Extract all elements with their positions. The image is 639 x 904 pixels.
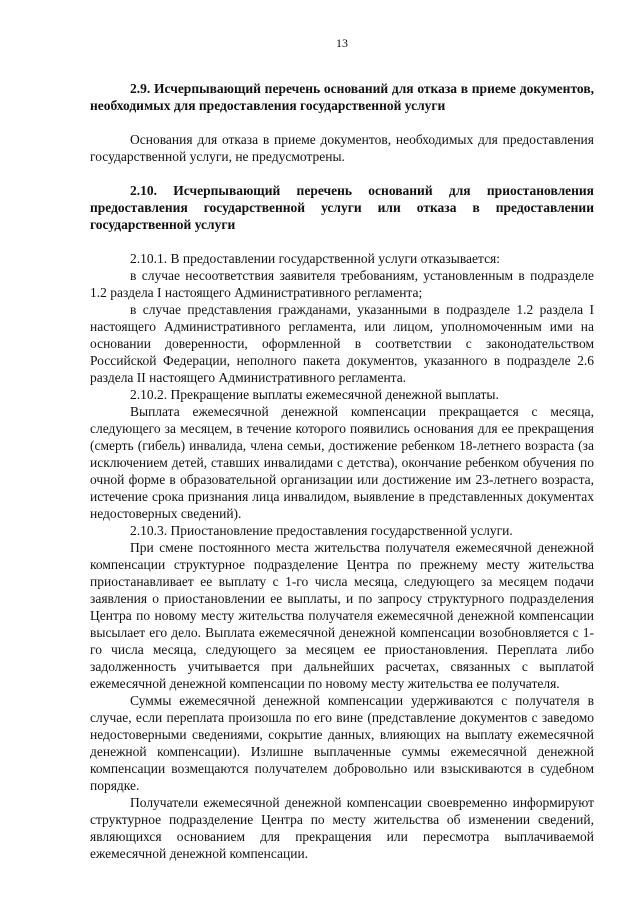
section-2-10-heading: 2.10. Исчерпывающий перечень оснований для приостановления предоставления государственной услуги или отказа в предоставлении государственной услуги [90, 183, 594, 232]
section-2-10-3-body-3: Получатели ежемесячной денежной компенсации своевременно информируют структурное подразделение Центра по месту жительства об изменении сведений, являющихся основанием для прекращения или пересмотра выплачиваемой ежемесячной денежной компенсации. [90, 795, 594, 861]
section-2-10-1-item-1: в случае несоответствия заявителя требованиям, установленным в подразделе 1.2 раздела I настоящего Административного регламента; [90, 268, 594, 300]
section-2-10-1-paragraph: 2.10.1. В предоставлении государственной услуги отказывается: [130, 251, 501, 266]
section-2-9-paragraph: Основания для отказа в приеме документов, необходимых для предоставления государственной услуги, не предусмотрены. [90, 132, 594, 164]
section-2-10-3-body-2: Суммы ежемесячной денежной компенсации удерживаются с получателя в случае, если переплата произошла по его вине (представление документов с заведомо недостоверными сведениями, сокрытие данных, влияющих на выплату ежемесячной денежной компенсации). Излишне выплаченные суммы ежемесячной денежной компенсации возмещаются получателем добровольно или взыскиваются в судебном порядке. [90, 693, 594, 793]
section-2-10-3-body-1: При смене постоянного места жительства получателя ежемесячной денежной компенсации структурное подразделение Центра по прежнему месту жительства приостанавливает ее выплату с 1-го числа месяца, следующего за месяцем подачи заявления о приостановлении ее выплаты, и по запросу структурного подразделения Центра по новому месту жительства получателя ежемесячной денежной компенсации высылает его дело. Выплата ежемесячной денежной компенсации возобновляется с 1-го числа месяца, следующего за месяцем ее приостановления. Переплата либо задолженность учитывается при дальнейших расчетах, связанных с выплатой ежемесячной денежной компенсации по новому месту жительства ее получателя. [90, 540, 594, 691]
section-2-10-2-body: Выплата ежемесячной денежной компенсации прекращается с месяца, следующего за месяцем, в течение которого появились основания для ее прекращения (смерть (гибель) инвалида, члена семьи, достижение ребенком 18-летнего возраста (за исключением детей, ставших инвалидами с детства), окончание ребенком обучения по очной форме в образовательной организации или достижение им 23-летнего возраста, истечение срока признания лица инвалидом, выявление в представленных документах недостоверных сведений). [90, 404, 594, 521]
page-number: 13 [336, 36, 348, 50]
section-2-10-1-item-2: в случае представления гражданами, указанными в подразделе 1.2 раздела I настоящего Административного регламента, или лицом, уполномоченным ими на основании доверенности, оформленной в соответствии с законодательством Российской Федерации, неполного пакета документов, указанного в подразделе 2.6 раздела II настоящего Административного регламента. [90, 302, 594, 385]
section-2-10-3-paragraph: 2.10.3. Приостановление предоставления государственной услуги. [130, 523, 513, 538]
section-2-9-heading: 2.9. Исчерпывающий перечень оснований для отказа в приеме документов, необходимых для предоставления государственной услуги [90, 81, 594, 113]
section-2-10-2-paragraph: 2.10.2. Прекращение выплаты ежемесячной денежной выплаты. [130, 387, 499, 402]
